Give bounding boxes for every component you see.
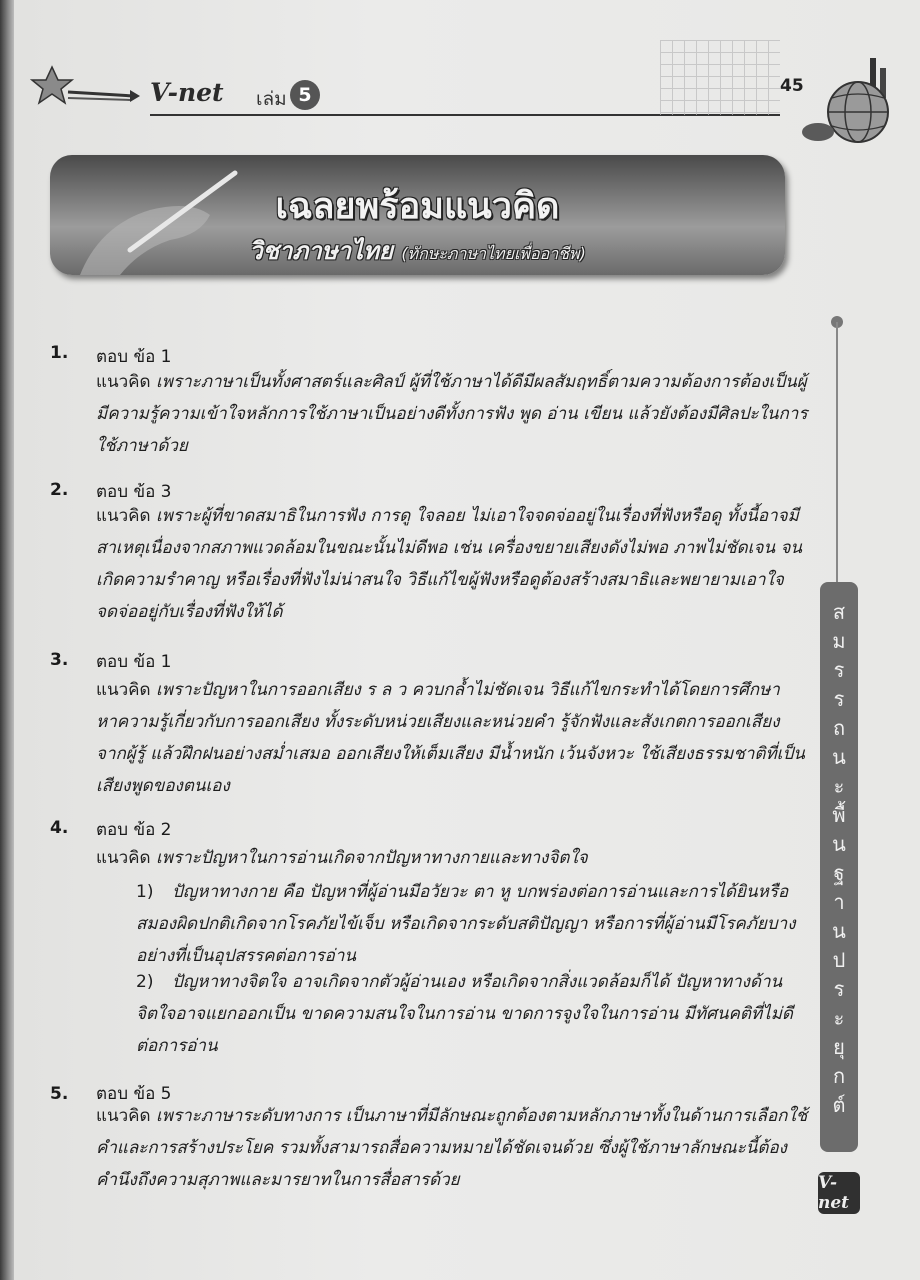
sub-item bbox=[136, 876, 808, 972]
explanation-label: แนวคิด bbox=[96, 1106, 151, 1126]
title-banner bbox=[50, 155, 785, 275]
item-number: 5. bbox=[50, 1084, 69, 1104]
side-tab-char: ส bbox=[832, 600, 846, 624]
banner-title: เฉลยพร้อมแนวคิด bbox=[275, 186, 560, 227]
side-tab-char: ร bbox=[833, 977, 845, 1001]
explanation bbox=[96, 674, 808, 802]
item-number: 1. bbox=[50, 343, 69, 363]
header-grid-decoration bbox=[660, 40, 780, 115]
subject-note: (ทักษะภาษาไทยเพื่ออาชีพ) bbox=[401, 244, 586, 263]
side-tab bbox=[820, 582, 858, 1152]
side-tab-char: ฐ bbox=[833, 861, 845, 885]
side-tab-char: น bbox=[832, 745, 846, 769]
side-tab-char: ต์ bbox=[832, 1093, 846, 1117]
answer-line: ตอบ ข้อ 2 bbox=[96, 820, 172, 840]
page-binding-edge bbox=[0, 0, 14, 1280]
subject-name: วิชาภาษาไทย bbox=[249, 237, 393, 265]
answer-line: ตอบ ข้อ 1 bbox=[96, 652, 172, 672]
page-number: 45 bbox=[780, 76, 804, 96]
sub-item-number: 2) bbox=[136, 972, 154, 992]
side-tab-char: ะ bbox=[833, 774, 845, 798]
side-tab-char: ถ bbox=[832, 716, 846, 740]
side-tab-char: ยุ bbox=[833, 1035, 845, 1059]
explanation-text: เพราะภาษาระดับทางการ เป็นภาษาที่มีลักษณะถูกต้องตามหลักภาษาทั้งในด้านการเลือกใช้คำและการสร้างประโยค รวมทั้งสามารถสื่อความหมายได้ชัดเจนด้วย ซึ่งผู้ใช้ภาษาลักษณะนี้ต้องคำนึงถึงความสุภาพและมารยาทในการสื่อสารด้วย bbox=[96, 1106, 808, 1190]
explanation-label: แนวคิด bbox=[96, 848, 151, 868]
side-tab-char: น bbox=[832, 832, 846, 856]
side-tab-char: ป bbox=[832, 948, 846, 972]
explanation-text: เพราะปัญหาในการอ่านเกิดจากปัญหาทางกายและทางจิตใจ bbox=[155, 848, 588, 868]
star-arrow-logo-icon bbox=[30, 62, 140, 112]
explanation-label: แนวคิด bbox=[96, 372, 151, 392]
explanation-text: เพราะผู้ที่ขาดสมาธิในการฟัง การดู ใจลอย ไม่เอาใจจดจ่ออยู่ในเรื่องที่ฟังหรือดู ทั้งนี้อาจมีสาเหตุเนื่องจากสภาพแวดล้อมในขณะนั้นไม่ดีพอ เช่น เครื่องขยายเสียงดังไม่พอ ภาพไม่ชัดเจน จนเกิดความรำคาญ หรือเรื่องที่ฟังไม่น่าสนใจ วิธีแก้ไขผู้ฟังหรือดูต้องสร้างสมาธิและพยายามเอาใจจดจ่ออยู่กับเรื่องที่ฟังให้ได้ bbox=[96, 506, 803, 622]
sub-item-text: ปัญหาทางจิตใจ อาจเกิดจากตัวผู้อ่านเอง หรือเกิดจากสิ่งแวดล้อมก็ได้ ปัญหาทางด้านจิตใจอาจแยกออกเป็น ขาดความสนใจในการอ่าน ขาดการจูงใจในการอ่าน มีทัศนคติที่ไม่ดีต่อการอ่าน bbox=[136, 972, 793, 1056]
sub-item-number: 1) bbox=[136, 882, 154, 902]
side-tab-char: า bbox=[833, 890, 845, 914]
side-tab-char: ะ bbox=[833, 1006, 845, 1030]
explanation-label: แนวคิด bbox=[96, 680, 151, 700]
sub-item-text: ปัญหาทางกาย คือ ปัญหาที่ผู้อ่านมีอวัยวะ ตา หู บกพร่องต่อการอ่านและการได้ยินหรือสมองผิดปกติเกิดจากโรคภัยไข้เจ็บ หรือเกิดจากระดับสติปัญญา หรือการที่ผู้อ่านมีโรคภัยบางอย่างที่เป็นอุปสรรคต่อการอ่าน bbox=[136, 882, 796, 966]
answer-line: ตอบ ข้อ 3 bbox=[96, 482, 172, 502]
side-badge: V-net bbox=[818, 1172, 860, 1214]
banner-subtitle bbox=[50, 231, 785, 270]
explanation bbox=[96, 1100, 808, 1196]
explanation bbox=[96, 500, 808, 628]
side-tab-char: พื้ bbox=[832, 803, 846, 827]
side-tab-char: น bbox=[832, 919, 846, 943]
globe-icon bbox=[800, 50, 898, 150]
header-volume-label: เล่ม bbox=[256, 88, 287, 110]
explanation-text: เพราะปัญหาในการออกเสียง ร ล ว ควบกล้ำไม่ชัดเจน วิธีแก้ไขกระทำได้โดยการศึกษาหาความรู้เกี่ยวกับการออกเสียง ทั้งระดับหน่วยเสียงและหน่วยคำ รู้จักฟังและสังเกตการออกเสียงจากผู้รู้ แล้วฝึกฝนอย่างสม่ำเสมอ ออกเสียงให้เต็มเสียง มีน้ำหนัก เว้นจังหวะ ใช้เสียงธรรมชาติที่เป็นเสียงพูดของตนเอง bbox=[96, 680, 805, 796]
header-brand: V-net bbox=[150, 78, 224, 107]
item-number: 2. bbox=[50, 480, 69, 500]
answer-line: ตอบ ข้อ 5 bbox=[96, 1084, 172, 1104]
sub-item bbox=[136, 966, 808, 1062]
explanation-label: แนวคิด bbox=[96, 506, 151, 526]
explanation bbox=[96, 366, 808, 462]
answer-line: ตอบ ข้อ 1 bbox=[96, 347, 172, 367]
side-tab-char: ก bbox=[832, 1064, 846, 1088]
side-tab-char: ร bbox=[833, 687, 845, 711]
side-tab-line bbox=[836, 322, 838, 582]
explanation-text: เพราะภาษาเป็นทั้งศาสตร์และศิลป์ ผู้ที่ใช้ภาษาได้ดีมีผลสัมฤทธิ์ตามความต้องการต้องเป็นผู้มีความรู้ความเข้าใจหลักการใช้ภาษาเป็นอย่างดีทั้งการฟัง พูด อ่าน เขียน แล้วยังต้องมีศิลปะในการใช้ภาษาด้วย bbox=[96, 372, 808, 456]
side-tab-char: ร bbox=[833, 658, 845, 682]
side-tab-char: ม bbox=[832, 629, 846, 653]
header-volume-number: 5 bbox=[290, 80, 320, 110]
item-number: 3. bbox=[50, 650, 69, 670]
item-number: 4. bbox=[50, 818, 69, 838]
explanation bbox=[96, 842, 808, 874]
